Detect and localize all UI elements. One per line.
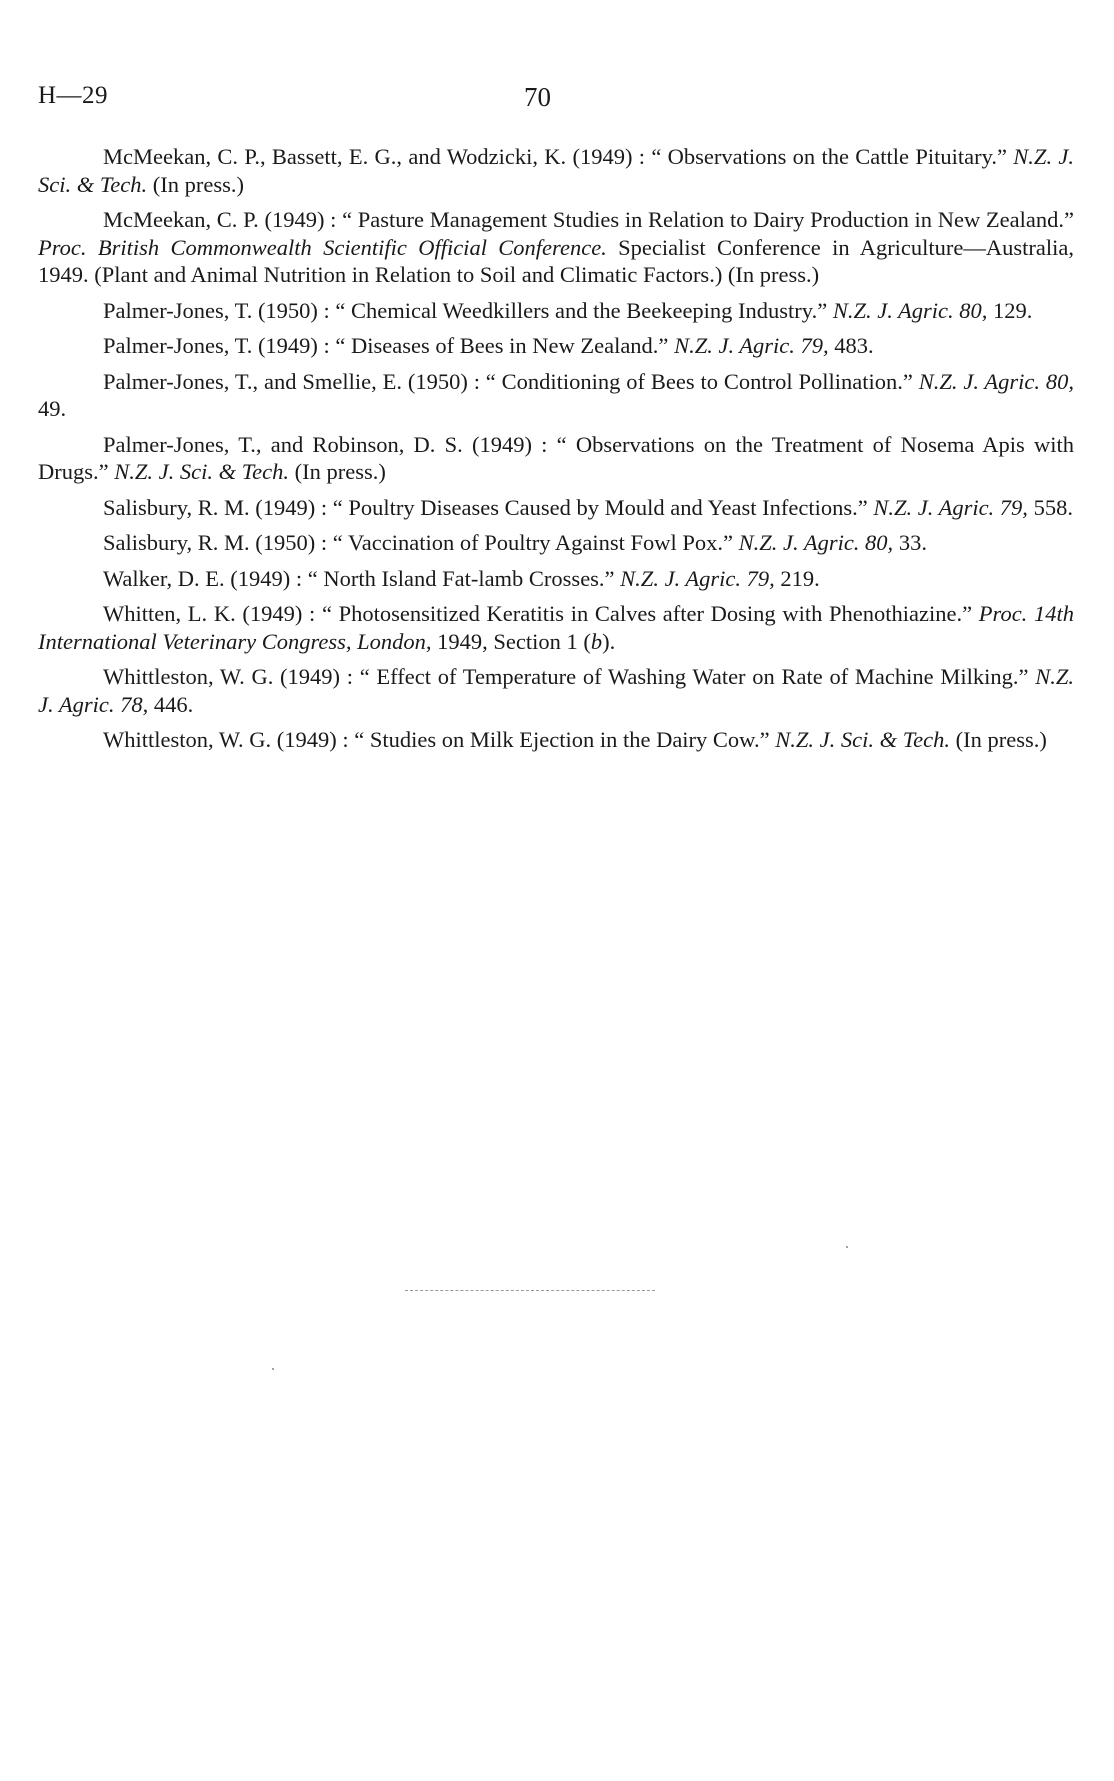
page-header	[38, 82, 1074, 112]
reference-text: Palmer-Jones, T. (1950) : “ Chemical Weedkillers and the Beekeeping Industry.”	[103, 297, 833, 323]
report-reference: H—29	[38, 82, 109, 109]
reference-entry	[38, 206, 1074, 289]
reference-text: Whittleston, W. G. (1949) : “ Studies on Milk Ejection in the Dairy Cow.”	[103, 727, 776, 752]
reference-text: Palmer-Jones, T., and Robinson, D. S. (1949) : “ Observations on the Treatment of Nosema Apis with Drugs.”	[38, 431, 1074, 484]
reference-text: 219.	[774, 565, 820, 591]
reference-list	[38, 143, 1074, 762]
reference-source: b	[590, 628, 603, 654]
reference-text: 49.	[38, 396, 67, 421]
reference-text: 1949, Section 1 (	[431, 628, 591, 654]
reference-entry	[38, 494, 1074, 522]
reference-text: Specialist Conference in Agriculture—Australia, 1949. (Plant and Animal Nutrition in Relation to Soil and Climatic Factors.) (In press.)	[38, 234, 1075, 287]
reference-entry	[38, 600, 1074, 655]
reference-text: Salisbury, R. M. (1949) : “ Poultry Diseases Caused by Mould and Yeast Infections.”	[103, 494, 874, 520]
reference-entry	[38, 529, 1074, 557]
reference-source: N.Z. J. Agric. 80,	[918, 368, 1075, 394]
reference-text: (In press.)	[289, 459, 386, 484]
reference-source: N.Z. J. Agric. 79,	[620, 565, 775, 591]
reference-source: N.Z. J. Agric. 80,	[738, 530, 894, 555]
reference-source: N.Z. J. Agric. 79,	[674, 333, 829, 358]
reference-text: Salisbury, R. M. (1950) : “ Vaccination of Poultry Against Fowl Pox.”	[103, 530, 739, 555]
section-end-rule	[405, 1290, 655, 1291]
reference-source: N.Z. J. Sci. & Tech.	[775, 727, 951, 752]
reference-entry	[38, 663, 1074, 718]
reference-text: Walker, D. E. (1949) : “ North Island Fat-lamb Crosses.”	[103, 565, 621, 591]
reference-text: (In press.)	[950, 727, 1047, 752]
reference-source: N.Z. J. Sci. & Tech.	[38, 144, 1074, 197]
reference-text: 483.	[828, 333, 874, 358]
reference-text: Palmer-Jones, T. (1949) : “ Diseases of Bees in New Zealand.”	[103, 333, 675, 358]
reference-entry	[38, 297, 1074, 325]
reference-text: 129.	[987, 297, 1033, 323]
reference-source: N.Z. J. Agric. 80,	[832, 297, 988, 323]
reference-text: McMeekan, C. P., Bassett, E. G., and Wodzicki, K. (1949) : “ Observations on the Cattle Pituitary.”	[103, 144, 1014, 169]
reference-text: 33.	[893, 530, 927, 555]
reference-entry	[38, 431, 1074, 486]
reference-entry	[38, 368, 1074, 423]
reference-source: N.Z. J. Agric. 79,	[873, 494, 1028, 520]
reference-entry	[38, 726, 1074, 754]
reference-source: N.Z. J. Sci. & Tech.	[114, 459, 290, 484]
reference-text: Palmer-Jones, T., and Smellie, E. (1950) : “ Conditioning of Bees to Control Pollination.”	[103, 368, 919, 394]
reference-text: 558.	[1027, 494, 1073, 520]
reference-text: Whittleston, W. G. (1949) : “ Effect of Temperature of Washing Water on Rate of Machine Milking.”	[103, 664, 1036, 689]
reference-text: 446.	[148, 691, 194, 717]
print-speck	[846, 1246, 848, 1248]
reference-source: Proc. 14th International Veterinary Congress, London,	[38, 601, 1074, 654]
page-number: 70	[524, 82, 551, 112]
print-speck	[272, 1368, 274, 1370]
reference-text: (In press.)	[147, 171, 245, 197]
reference-entry	[38, 332, 1074, 360]
reference-text: McMeekan, C. P. (1949) : “ Pasture Management Studies in Relation to Dairy Production in New Zealand.”	[103, 207, 1074, 232]
reference-entry	[38, 143, 1074, 198]
reference-text: ).	[602, 628, 616, 654]
reference-source: Proc. British Commonwealth Scientific Official Conference.	[38, 234, 607, 260]
reference-text: Whitten, L. K. (1949) : “ Photosensitized Keratitis in Calves after Dosing with Phenothiazine.”	[103, 601, 979, 626]
reference-entry	[38, 565, 1074, 593]
reference-source: N.Z. J. Agric. 78,	[38, 664, 1074, 717]
